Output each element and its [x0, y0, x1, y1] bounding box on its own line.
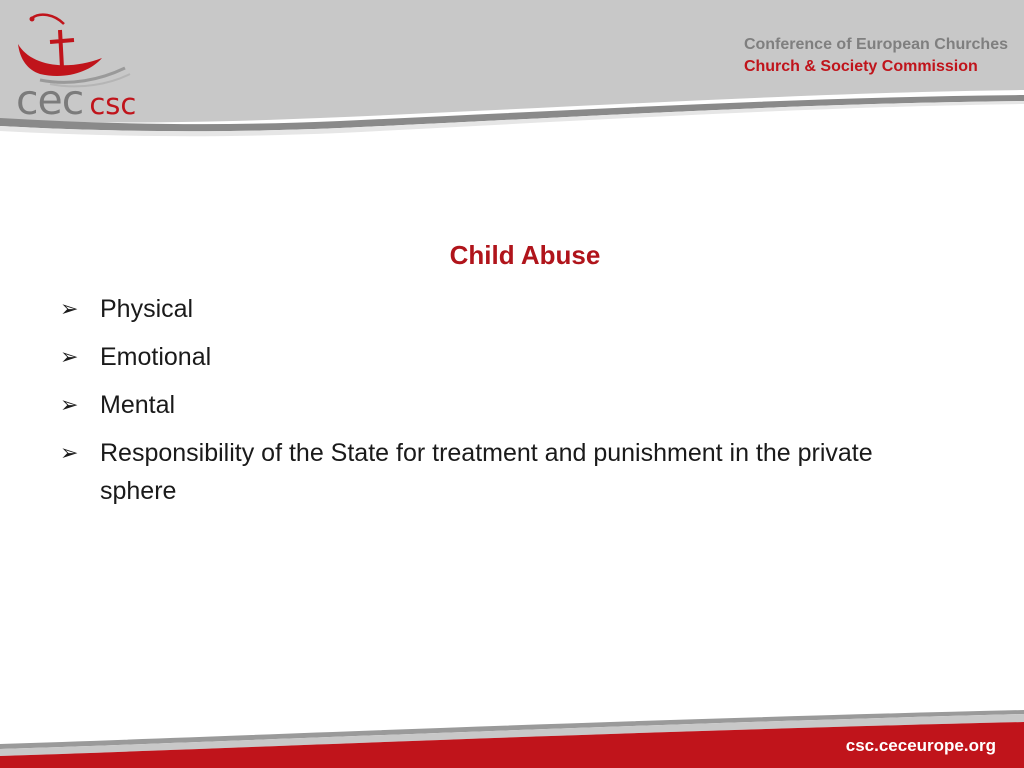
- arrow-bullet-icon: ➢: [60, 344, 79, 369]
- logo-csc-text: csc: [89, 87, 137, 121]
- arrow-bullet-icon: ➢: [60, 296, 79, 321]
- bullet-text: Responsibility of the State for treatment and punishment in the private sphere: [100, 439, 873, 505]
- list-item: [60, 434, 920, 510]
- bullet-list: [60, 290, 920, 520]
- arrow-bullet-icon: ➢: [60, 392, 79, 417]
- logo-wordmark: [16, 76, 137, 124]
- bullet-text: Physical: [100, 295, 194, 323]
- org-name: Conference of European Churches: [743, 36, 1008, 53]
- org-block: [744, 34, 1008, 78]
- footer-band: [0, 700, 1024, 768]
- logo-cec-text: cec: [16, 76, 84, 124]
- slide-title: Child Abuse: [449, 240, 601, 270]
- arrow-bullet-icon: ➢: [60, 440, 79, 465]
- commission-name: Church & Society Commission: [743, 58, 978, 75]
- bullet-text: Emotional: [100, 343, 212, 371]
- list-item: [60, 386, 920, 424]
- list-item: [60, 338, 920, 376]
- list-item: [60, 290, 920, 328]
- bullet-text: Mental: [100, 391, 176, 419]
- footer-url-link[interactable]: csc.ceceurope.org: [845, 736, 996, 755]
